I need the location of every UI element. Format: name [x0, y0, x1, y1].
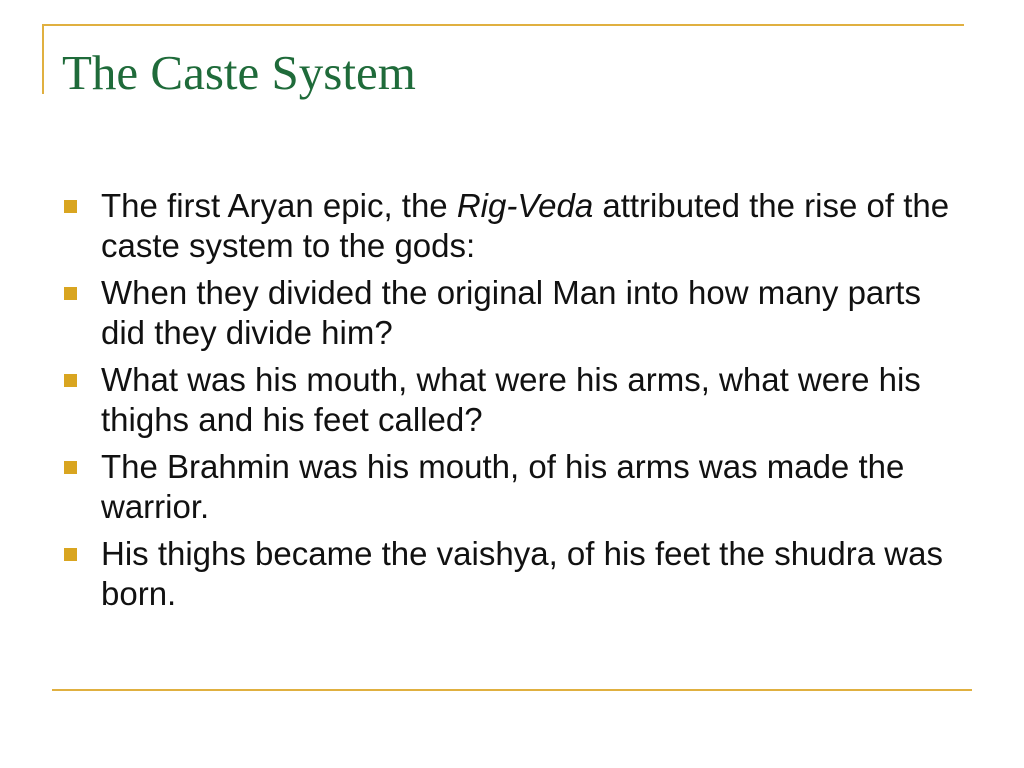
- bullet-text-2: When they divided the original Man into how many parts did they divide him?: [101, 274, 921, 351]
- square-bullet-icon: [64, 374, 77, 387]
- square-bullet-icon: [64, 200, 77, 213]
- square-bullet-icon: [64, 548, 77, 561]
- bullet-item-4: [64, 447, 964, 527]
- title-frame-top-line: [42, 24, 964, 26]
- bullet-text-1-after: attributed the rise of the caste system to the gods:: [101, 187, 950, 264]
- rig-veda-italic: Rig-Veda: [456, 187, 594, 224]
- bullet-item-2: [64, 273, 964, 353]
- footer-divider-line: [52, 689, 972, 691]
- bullet-text-4: The Brahmin was his mouth, of his arms was made the warrior.: [101, 448, 905, 525]
- square-bullet-icon: [64, 287, 77, 300]
- bullet-text-1-before: The first Aryan epic, the: [101, 187, 457, 224]
- bullet-item-3: [64, 360, 964, 440]
- bullet-text-3: What was his mouth, what were his arms, what were his thighs and his feet called?: [101, 361, 921, 438]
- slide-title: The Caste System: [62, 45, 416, 100]
- bullet-item-1: [64, 186, 964, 266]
- bullet-item-5: [64, 534, 964, 614]
- bullet-text-1: [101, 186, 964, 266]
- bullet-list: [64, 186, 964, 621]
- bullet-text-5: His thighs became the vaishya, of his feet the shudra was born.: [101, 535, 943, 612]
- title-frame-left-line: [42, 24, 44, 94]
- square-bullet-icon: [64, 461, 77, 474]
